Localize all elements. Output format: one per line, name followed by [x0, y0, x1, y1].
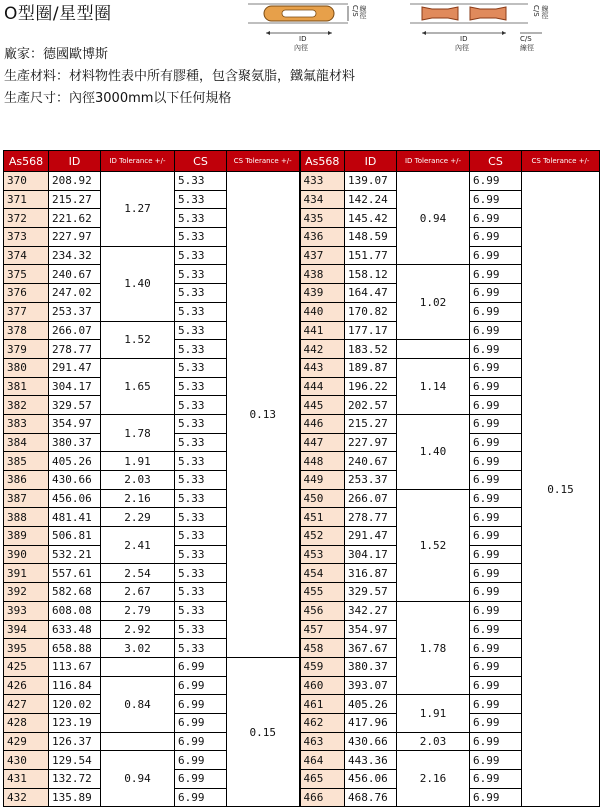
as568-cell: 429 [4, 732, 49, 751]
table-row [4, 452, 600, 471]
as568-cell: 447 [300, 433, 345, 452]
id-tolerance-cell: 0.94 [397, 172, 470, 265]
cs-cell: 5.33 [175, 414, 227, 433]
table-header-row [4, 151, 600, 172]
id-label: ID [460, 35, 468, 43]
id-tolerance-cell: 1.52 [101, 321, 175, 358]
table-row [4, 228, 600, 247]
as568-cell: 466 [300, 788, 345, 807]
as568-cell: 456 [300, 601, 345, 620]
cs-cell: 6.99 [470, 489, 522, 508]
id-tolerance-cell: 1.40 [101, 246, 175, 321]
id-cell: 120.02 [49, 695, 101, 714]
as568-cell: 451 [300, 508, 345, 527]
cs-cell: 6.99 [470, 564, 522, 583]
as568-cell: 465 [300, 770, 345, 789]
as568-cell: 437 [300, 246, 345, 265]
cs-cell: 6.99 [470, 601, 522, 620]
cs-cell: 6.99 [175, 713, 227, 732]
cs-cell: 6.99 [470, 321, 522, 340]
id-cell: 129.54 [49, 751, 101, 770]
id-tolerance-cell: 2.03 [101, 471, 175, 490]
as568-cell: 436 [300, 228, 345, 247]
as568-cell: 428 [4, 713, 49, 732]
as568-cell: 454 [300, 564, 345, 583]
cs-cell: 5.33 [175, 527, 227, 546]
cs-cell: 6.99 [470, 620, 522, 639]
id-cell: 189.87 [345, 358, 397, 377]
as568-cell: 459 [300, 657, 345, 676]
col-header-id: ID [345, 151, 397, 172]
id-cell: 304.17 [345, 545, 397, 564]
id-cell: 354.97 [49, 414, 101, 433]
o-ring-diagram [244, 3, 369, 55]
cs-tolerance-cell: 0.15 [522, 172, 600, 807]
id-cell: 158.12 [345, 265, 397, 284]
cs-cell: 6.99 [470, 471, 522, 490]
cs-cell: 6.99 [470, 508, 522, 527]
id-cell: 240.67 [345, 452, 397, 471]
id-cell: 266.07 [345, 489, 397, 508]
as568-cell: 450 [300, 489, 345, 508]
id-tolerance-cell: 2.41 [101, 527, 175, 564]
as568-cell: 448 [300, 452, 345, 471]
id-cell: 215.27 [345, 414, 397, 433]
table-row [4, 471, 600, 490]
cs-cell: 5.33 [175, 265, 227, 284]
id-cell: 253.37 [49, 302, 101, 321]
as568-cell: 391 [4, 564, 49, 583]
cs-cell: 6.99 [470, 583, 522, 602]
table-row [4, 433, 600, 452]
id-tolerance-cell: 1.65 [101, 358, 175, 414]
cs-cell: 6.99 [470, 676, 522, 695]
as568-cell: 375 [4, 265, 49, 284]
id-tolerance-cell: 1.91 [101, 452, 175, 471]
table-row [4, 527, 600, 546]
cs-cell: 6.99 [470, 732, 522, 751]
as568-cell: 387 [4, 489, 49, 508]
cs-cell: 6.99 [470, 527, 522, 546]
id-tolerance-cell: 1.14 [397, 358, 470, 414]
as568-cell: 371 [4, 190, 49, 209]
id-cell: 113.67 [49, 657, 101, 676]
as568-cell: 430 [4, 751, 49, 770]
table-row [4, 265, 600, 284]
id-cell: 116.84 [49, 676, 101, 695]
material-line: 生產材料：材料物性表中所有膠種，包含聚氨脂，鐵氟龍材料 [4, 69, 356, 84]
id-tolerance-cell: 2.29 [101, 508, 175, 527]
cs-cell: 5.33 [175, 209, 227, 228]
cs-cell: 5.33 [175, 471, 227, 490]
as568-cell: 370 [4, 172, 49, 191]
as568-cell: 449 [300, 471, 345, 490]
table-row [4, 788, 600, 807]
id-tolerance-cell: 0.94 [101, 751, 175, 807]
id-cell: 456.06 [345, 770, 397, 789]
cs-cell: 6.99 [470, 788, 522, 807]
cs-cell: 5.33 [175, 433, 227, 452]
id-cell: 145.42 [345, 209, 397, 228]
as568-cell: 446 [300, 414, 345, 433]
cs-cell: 5.33 [175, 172, 227, 191]
cs-cell: 6.99 [470, 639, 522, 658]
id-cell: 405.26 [49, 452, 101, 471]
as568-cell: 380 [4, 358, 49, 377]
id-cell: 417.96 [345, 713, 397, 732]
table-row [4, 639, 600, 658]
cs-cell: 5.33 [175, 358, 227, 377]
id-cell: 481.41 [49, 508, 101, 527]
cs-cell: 6.99 [470, 190, 522, 209]
id-cell: 329.57 [345, 583, 397, 602]
cs-cell: 6.99 [175, 657, 227, 676]
cs-cell: 6.99 [470, 695, 522, 714]
cs-cell: 5.33 [175, 246, 227, 265]
id-cell: 304.17 [49, 377, 101, 396]
cs-cell: 6.99 [470, 452, 522, 471]
id-cell: 208.92 [49, 172, 101, 191]
col-header-as568: As568 [300, 151, 345, 172]
as568-cell: 431 [4, 770, 49, 789]
id-cell: 170.82 [345, 302, 397, 321]
cs-cell: 6.99 [175, 788, 227, 807]
cs-cell: 6.99 [470, 302, 522, 321]
cs-cell: 5.33 [175, 620, 227, 639]
as568-cell: 457 [300, 620, 345, 639]
cs-cell: 5.33 [175, 583, 227, 602]
size-line: 生產尺寸：內徑3000mm以下任何規格 [4, 91, 232, 106]
id-tolerance-cell [101, 657, 175, 676]
cs-label: C/S [351, 5, 359, 17]
as568-cell: 427 [4, 695, 49, 714]
table-row [4, 489, 600, 508]
id-cell: 342.27 [345, 601, 397, 620]
table-row [4, 190, 600, 209]
table-row [4, 508, 600, 527]
id-cell: 183.52 [345, 340, 397, 359]
id-tolerance-cell: 2.92 [101, 620, 175, 639]
as568-cell: 435 [300, 209, 345, 228]
id-tolerance-cell: 2.79 [101, 601, 175, 620]
id-cell: 132.72 [49, 770, 101, 789]
id-tolerance-cell: 1.91 [397, 695, 470, 732]
id-sub-label: 內徑 [294, 44, 308, 52]
id-tolerance-cell: 3.02 [101, 639, 175, 658]
cs-tolerance-cell: 0.15 [227, 657, 300, 807]
as568-cell: 426 [4, 676, 49, 695]
table-row [4, 657, 600, 676]
id-tolerance-cell: 2.03 [397, 732, 470, 751]
cs-cell: 6.99 [470, 414, 522, 433]
table-row [4, 414, 600, 433]
cs-cell: 6.99 [470, 358, 522, 377]
id-cell: 253.37 [345, 471, 397, 490]
id-tolerance-cell: 2.67 [101, 583, 175, 602]
as568-cell: 425 [4, 657, 49, 676]
id-cell: 393.07 [345, 676, 397, 695]
col-header-id-tolerance: ID Tolerance +/- [101, 151, 175, 172]
id-label: ID [299, 35, 307, 43]
as568-cell: 441 [300, 321, 345, 340]
as568-cell: 376 [4, 284, 49, 303]
cs-cell: 5.33 [175, 452, 227, 471]
id-tolerance-cell: 1.78 [397, 601, 470, 694]
id-cell: 139.07 [345, 172, 397, 191]
cs-cell: 6.99 [470, 433, 522, 452]
as568-cell: 460 [300, 676, 345, 695]
cs-tolerance-cell: 0.13 [227, 172, 300, 658]
id-tolerance-cell: 2.54 [101, 564, 175, 583]
as568-cell: 452 [300, 527, 345, 546]
cs-cell: 6.99 [470, 246, 522, 265]
id-cell: 247.02 [49, 284, 101, 303]
cs-cell: 6.99 [470, 284, 522, 303]
id-cell: 234.32 [49, 246, 101, 265]
as568-cell: 443 [300, 358, 345, 377]
id-cell: 123.19 [49, 713, 101, 732]
table-row [4, 676, 600, 695]
table-row [4, 620, 600, 639]
table-row [4, 377, 600, 396]
as568-cell: 444 [300, 377, 345, 396]
as568-cell: 395 [4, 639, 49, 658]
cs-cell: 6.99 [470, 396, 522, 415]
cs-cell: 5.33 [175, 601, 227, 620]
cs-cell: 6.99 [470, 657, 522, 676]
id-cell: 148.59 [345, 228, 397, 247]
id-cell: 142.24 [345, 190, 397, 209]
as568-cell: 382 [4, 396, 49, 415]
page-title: O型圈/星型圈 [4, 4, 112, 24]
cs-cell: 5.33 [175, 190, 227, 209]
as568-cell: 434 [300, 190, 345, 209]
id-tolerance-cell [101, 732, 175, 751]
cs-cell: 6.99 [470, 713, 522, 732]
id-cell: 291.47 [49, 358, 101, 377]
as568-cell: 392 [4, 583, 49, 602]
table-row [4, 321, 600, 340]
id-cell: 278.77 [345, 508, 397, 527]
id-cell: 215.27 [49, 190, 101, 209]
cs-cell: 6.99 [470, 228, 522, 247]
cs-cell: 6.99 [175, 676, 227, 695]
id-cell: 354.97 [345, 620, 397, 639]
id-cell: 126.37 [49, 732, 101, 751]
star-ring-diagram [408, 3, 558, 55]
id-cell: 430.66 [345, 732, 397, 751]
table-row [4, 302, 600, 321]
cs-cell: 5.33 [175, 302, 227, 321]
id-cell: 443.36 [345, 751, 397, 770]
cs-sub-label: 線徑 [359, 5, 367, 19]
table-row [4, 583, 600, 602]
table-row [4, 396, 600, 415]
as568-cell: 458 [300, 639, 345, 658]
cs-cell: 6.99 [470, 545, 522, 564]
as568-cell: 439 [300, 284, 345, 303]
id-cell: 177.17 [345, 321, 397, 340]
as568-cell: 374 [4, 246, 49, 265]
table-row [4, 246, 600, 265]
cs-vertical-sub-label: 線徑 [541, 5, 549, 19]
cs-cell: 5.33 [175, 564, 227, 583]
as568-cell: 378 [4, 321, 49, 340]
as568-cell: 372 [4, 209, 49, 228]
cs-cell: 6.99 [175, 695, 227, 714]
id-tolerance-cell: 1.40 [397, 414, 470, 489]
cs-cell: 6.99 [470, 172, 522, 191]
as568-cell: 386 [4, 471, 49, 490]
table-row [4, 601, 600, 620]
as568-cell: 393 [4, 601, 49, 620]
as568-cell: 383 [4, 414, 49, 433]
table-row [4, 172, 600, 191]
cs-vertical-label: C/S [532, 5, 540, 17]
as568-cell: 440 [300, 302, 345, 321]
table-row [4, 358, 600, 377]
id-cell: 227.97 [345, 433, 397, 452]
as568-cell: 442 [300, 340, 345, 359]
cs-cell: 5.33 [175, 508, 227, 527]
cs-cell: 5.33 [175, 340, 227, 359]
id-cell: 164.47 [345, 284, 397, 303]
id-cell: 633.48 [49, 620, 101, 639]
as568-cell: 464 [300, 751, 345, 770]
as568-cell: 453 [300, 545, 345, 564]
as568-cell: 394 [4, 620, 49, 639]
table-row [4, 284, 600, 303]
table-row [4, 695, 600, 714]
id-cell: 405.26 [345, 695, 397, 714]
as568-cell: 463 [300, 732, 345, 751]
cs-label: C/S [520, 35, 532, 43]
col-header-cs: CS [175, 151, 227, 172]
table-row [4, 732, 600, 751]
id-cell: 658.88 [49, 639, 101, 658]
cs-cell: 5.33 [175, 639, 227, 658]
id-cell: 608.08 [49, 601, 101, 620]
id-cell: 316.87 [345, 564, 397, 583]
id-cell: 506.81 [49, 527, 101, 546]
id-cell: 367.67 [345, 639, 397, 658]
col-header-cs: CS [470, 151, 522, 172]
id-cell: 582.68 [49, 583, 101, 602]
table-row [4, 770, 600, 789]
id-tolerance-cell: 0.84 [101, 676, 175, 732]
col-header-as568: As568 [4, 151, 49, 172]
as568-cell: 461 [300, 695, 345, 714]
factory-line: 廠家：德國歐博斯 [4, 47, 109, 62]
id-cell: 532.21 [49, 545, 101, 564]
cs-cell: 6.99 [175, 751, 227, 770]
table-row [4, 751, 600, 770]
id-cell: 196.22 [345, 377, 397, 396]
cs-cell: 5.33 [175, 321, 227, 340]
as568-cell: 389 [4, 527, 49, 546]
cs-cell: 5.33 [175, 377, 227, 396]
id-cell: 456.06 [49, 489, 101, 508]
as568-cell: 377 [4, 302, 49, 321]
id-cell: 240.67 [49, 265, 101, 284]
id-tolerance-cell: 1.52 [397, 489, 470, 601]
id-cell: 468.76 [345, 788, 397, 807]
cs-cell: 5.33 [175, 284, 227, 303]
cs-cell: 6.99 [175, 770, 227, 789]
id-cell: 557.61 [49, 564, 101, 583]
as568-cell: 385 [4, 452, 49, 471]
as568-cell: 381 [4, 377, 49, 396]
as568-cell: 388 [4, 508, 49, 527]
id-cell: 430.66 [49, 471, 101, 490]
table-row [4, 713, 600, 732]
id-cell: 380.37 [345, 657, 397, 676]
id-cell: 266.07 [49, 321, 101, 340]
col-header-cs-tolerance: CS Tolerance +/- [522, 151, 600, 172]
id-tolerance-cell [397, 340, 470, 359]
as568-cell: 433 [300, 172, 345, 191]
as568-cell: 455 [300, 583, 345, 602]
cs-cell: 6.99 [470, 377, 522, 396]
spec-table [3, 150, 600, 807]
as568-cell: 373 [4, 228, 49, 247]
as568-cell: 445 [300, 396, 345, 415]
table-row [4, 340, 600, 359]
table-row [4, 209, 600, 228]
as568-cell: 462 [300, 713, 345, 732]
id-cell: 135.89 [49, 788, 101, 807]
cs-cell: 6.99 [470, 209, 522, 228]
as568-cell: 379 [4, 340, 49, 359]
cs-cell: 6.99 [470, 770, 522, 789]
id-cell: 227.97 [49, 228, 101, 247]
id-cell: 329.57 [49, 396, 101, 415]
id-cell: 291.47 [345, 527, 397, 546]
col-header-id-tolerance: ID Tolerance +/- [397, 151, 470, 172]
cs-cell: 5.33 [175, 228, 227, 247]
as568-cell: 438 [300, 265, 345, 284]
table-body [4, 172, 600, 807]
id-sub-label: 內徑 [455, 44, 469, 52]
id-cell: 151.77 [345, 246, 397, 265]
id-tolerance-cell: 1.27 [101, 172, 175, 247]
id-cell: 221.62 [49, 209, 101, 228]
cs-cell: 5.33 [175, 396, 227, 415]
table-row [4, 545, 600, 564]
cs-cell: 6.99 [470, 265, 522, 284]
table-row [4, 564, 600, 583]
id-tolerance-cell: 2.16 [397, 751, 470, 807]
as568-cell: 432 [4, 788, 49, 807]
as568-cell: 390 [4, 545, 49, 564]
cs-cell: 6.99 [470, 340, 522, 359]
cs-cell: 5.33 [175, 545, 227, 564]
id-cell: 278.77 [49, 340, 101, 359]
cs-sub-label: 線徑 [520, 44, 534, 52]
as568-cell: 384 [4, 433, 49, 452]
id-tolerance-cell: 2.16 [101, 489, 175, 508]
col-header-id: ID [49, 151, 101, 172]
id-tolerance-cell: 1.78 [101, 414, 175, 451]
cs-cell: 6.99 [175, 732, 227, 751]
id-cell: 202.57 [345, 396, 397, 415]
cs-cell: 5.33 [175, 489, 227, 508]
col-header-cs-tolerance: CS Tolerance +/- [227, 151, 300, 172]
cs-cell: 6.99 [470, 751, 522, 770]
id-cell: 380.37 [49, 433, 101, 452]
id-tolerance-cell: 1.02 [397, 265, 470, 340]
